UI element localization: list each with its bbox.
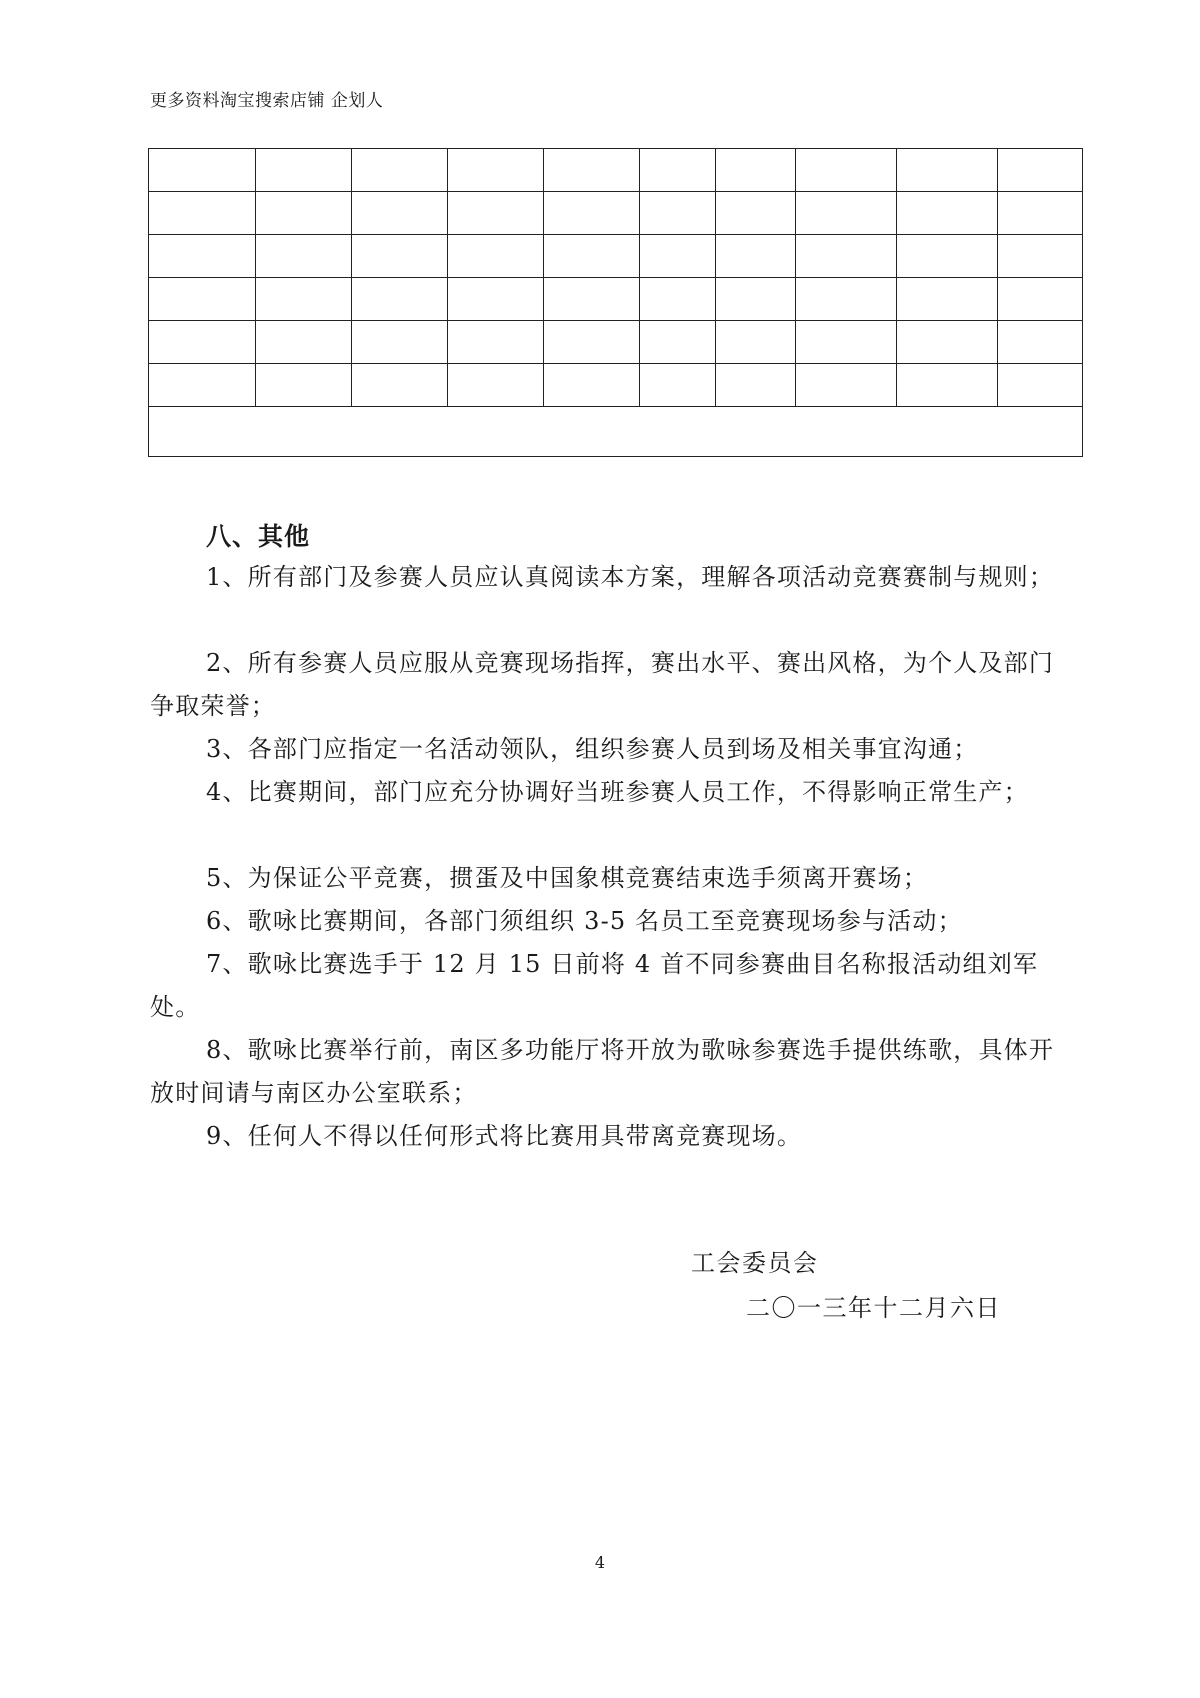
page-number: 4 [594,1553,606,1572]
clause-item-8: 8、歌咏比赛举行前，南区多功能厅将开放为歌咏参赛选手提供练歌，具体开放时间请与南区办公室联系； [150,1036,1055,1107]
table-cell [256,235,352,278]
table-cell [796,278,897,321]
table-cell [544,149,640,192]
table-cell [544,235,640,278]
table-cell [716,278,796,321]
table-cell [256,278,352,321]
clause-item-5: 5、为保证公平竞赛，掼蛋及中国象棋竞赛结束选手须离开赛场； [206,864,929,892]
table-cell [640,364,716,407]
table-cell [998,364,1083,407]
table-cell [998,235,1083,278]
blank-form-table [148,148,1083,457]
table-cell [716,192,796,235]
table-cell [544,192,640,235]
table-cell [448,278,544,321]
table-cell [448,192,544,235]
table-cell [352,235,448,278]
table-cell [716,321,796,364]
clause-item-9: 9、任何人不得以任何形式将比赛用具带离竞赛现场。 [206,1122,803,1150]
table-row [149,321,1083,364]
table-cell [640,192,716,235]
table-cell [256,149,352,192]
table-cell [352,321,448,364]
table-cell [352,149,448,192]
table-row [149,149,1083,192]
table-cell [897,278,998,321]
table-cell [352,278,448,321]
table-cell [448,235,544,278]
table-cell [640,235,716,278]
table-row [149,192,1083,235]
table-row [149,235,1083,278]
table-cell [352,192,448,235]
table-cell [352,364,448,407]
table-cell [544,321,640,364]
table-cell [640,149,716,192]
table-cell [149,235,256,278]
table-cell [796,364,897,407]
table-cell [448,149,544,192]
table-cell [256,364,352,407]
table-cell [149,364,256,407]
table-cell [640,321,716,364]
table-cell [256,192,352,235]
signature-date: 二〇一三年十二月六日 [746,1294,1001,1322]
table-cell [448,321,544,364]
table-cell [716,364,796,407]
table-cell [448,364,544,407]
clause-item-4: 4、比赛期间，部门应充分协调好当班参赛人员工作，不得影响正常生产； [206,778,1029,806]
section-title: 八、其他 [206,522,311,551]
clause-item-7: 7、歌咏比赛选手于 12 月 15 日前将 4 首不同参赛曲目名称报活动组刘军处。 [150,950,1039,1021]
table-cell [796,235,897,278]
table-cell [149,149,256,192]
table-row-merged [149,407,1083,457]
signature-org: 工会委员会 [691,1249,819,1277]
table-cell [796,192,897,235]
clause-item-3: 3、各部门应指定一名活动领队，组织参赛人员到场及相关事宜沟通； [206,735,979,763]
table-cell [149,321,256,364]
table-cell [998,149,1083,192]
table-cell [640,278,716,321]
table-cell [998,321,1083,364]
table-cell [716,149,796,192]
clause-item-6: 6、歌咏比赛期间，各部门须组织 3-5 名员工至竞赛现场参与活动； [206,907,963,935]
table-cell-merged [149,407,1083,457]
table-cell [998,192,1083,235]
clause-item-1: 1、所有部门及参赛人员应认真阅读本方案，理解各项活动竞赛赛制与规则； [206,563,1055,591]
table-cell [796,149,897,192]
table-cell [897,364,998,407]
table-cell [149,278,256,321]
table-cell [897,321,998,364]
table-cell [796,321,897,364]
table-cell [998,278,1083,321]
page-header: 更多资料淘宝搜索店铺 企划人 [150,91,384,111]
table-row [149,278,1083,321]
table-cell [256,321,352,364]
table-row [149,364,1083,407]
table-cell [897,192,998,235]
table-cell [544,364,640,407]
clause-item-2: 2、所有参赛人员应服从竞赛现场指挥，赛出水平、赛出风格，为个人及部门争取荣誉； [150,649,1055,720]
table-cell [149,192,256,235]
table-cell [897,235,998,278]
table-cell [544,278,640,321]
table-cell [716,235,796,278]
table-cell [897,149,998,192]
